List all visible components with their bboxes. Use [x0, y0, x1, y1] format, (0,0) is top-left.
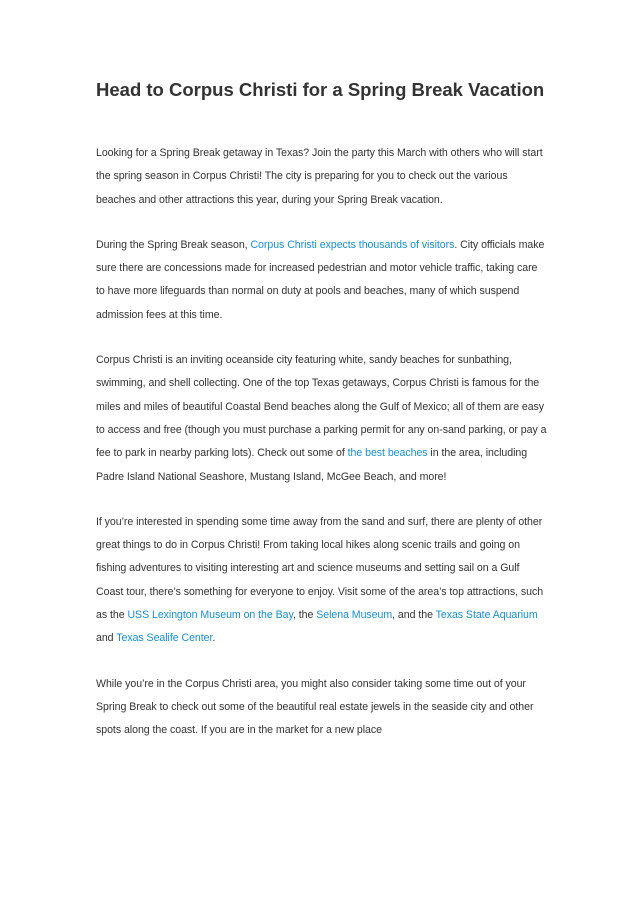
link-visitors[interactable]: Corpus Christi expects thousands of visitors [250, 238, 455, 251]
paragraph-text: While you’re in the Corpus Christi area, you might also consider taking some time out of your Spring Break to check out some of the beautiful real estate jewels in the seaside city and other spots along the coast. If you are in the market for a new place [96, 677, 534, 737]
article [96, 78, 548, 765]
paragraph-text: in the area, including Padre Island National Seashore, Mustang Island, McGee Beach, and more! [96, 447, 528, 483]
paragraph-text: Corpus Christi is an inviting oceanside city featuring white, sandy beaches for sunbathing, swimming, and shell collecting. One of the top Texas getaways, Corpus Christi is famous for the miles and miles of beautiful Coastal Bend beaches along the Gulf of Mexico; all of them are easy to access and free (though you must purchase a parking permit for any on-sand parking, or pay a fee to park in nearby parking lots). Check out some of [96, 354, 547, 460]
paragraph-attractions [96, 511, 548, 651]
paragraph-text: , and the [392, 609, 436, 622]
paragraph-real-estate [96, 673, 548, 743]
paragraph-beaches [96, 349, 548, 489]
paragraph-text: , the [292, 609, 317, 622]
link-selena-museum[interactable]: Selena Museum [316, 609, 393, 622]
paragraph-text: If you’re interested in spending some time away from the sand and surf, there are plenty of other great things to do in Corpus Christi! From taking local hikes along scenic trails and going on fishing adventures to visiting interesting art and science museums and setting sail on a Gulf Coast tour, there’s something for everyone to enjoy. Visit some of the area’s top attractions, such as the [96, 515, 544, 622]
paragraph-text: . [212, 632, 216, 645]
link-best-beaches[interactable]: the best beaches [347, 447, 428, 460]
paragraph-intro [96, 142, 548, 212]
paragraph-visitors [96, 234, 548, 327]
paragraph-text: Looking for a Spring Break getaway in Texas? Join the party this March with others who will start the spring season in Corpus Christi! The city is preparing for you to check out the various beaches and other attractions this year, during your Spring Break vacation. [96, 147, 543, 206]
paragraph-text: . City officials make sure there are concessions made for increased pedestrian and motor vehicle traffic, taking care to have more lifeguards than normal on duty at pools and beaches, many of which suspend admission fees at this time. [96, 238, 545, 321]
link-texas-sealife-center[interactable]: Texas Sealife Center [116, 632, 213, 645]
link-texas-state-aquarium[interactable]: Texas State Aquarium [435, 609, 538, 622]
paragraph-text: and [96, 632, 117, 645]
paragraph-text: During the Spring Break season, [96, 238, 251, 251]
link-uss-lexington[interactable]: USS Lexington Museum on the Bay [127, 609, 293, 622]
article-title: Head to Corpus Christi for a Spring Break Vacation [96, 79, 545, 100]
